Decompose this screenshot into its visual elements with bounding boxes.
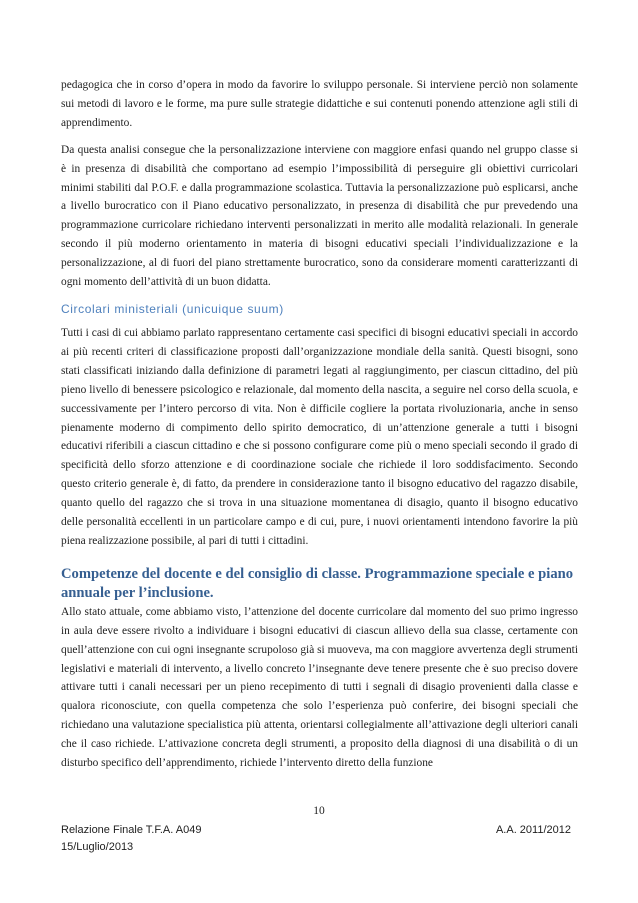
page-body [61,76,578,773]
footer-row [61,822,571,839]
section-subheading: Circolari ministeriali (unicuique suum) [61,301,284,316]
paragraph-pedagogica: pedagogica che in corso d’opera in modo da favorire lo sviluppo personale. Si interviene perciò non solamente sui metodi di lavoro e le forme, ma pure sulle strategie didattiche e sui contenuti ponendo attenzione agli stili di apprendimento. [61,79,578,129]
section-heading: Competenze del docente e del consiglio di classe. Programmazione speciale e piano annuale per l’inclusione. [61,565,574,601]
paragraph-casi: Tutti i casi di cui abbiamo parlato rappresentano certamente casi specifici di bisogni educativi speciali in accordo ai più recenti criteri di classificazione proposti dall’organizzazione mondiale della sanità. Questi bisogni, sono stati classificati iniziando dalla definizione di parametri legati al raggiungimento, per ciascun cittadino, del più pieno livello di benessere psicologico e relazionale, dal momento della nascita, a seguire nel corso della scuola, e successivamente per l’intero percorso di vita. Non è difficile cogliere la portata rivoluzionaria, anche in senso pienamente moderno di compimento dello spirito democratico, di un’attenzione generale a tutti i bisogni educativi riferibili a ciascun cittadino e che si possono configurare come più o meno speciali secondo il grado di specificità dello sforzo attenzione e di coordinazione sociale che richiede il loro soddisfacimento. Secondo questo criterio generale è, di fatto, da prendere in considerazione tanto il bisogno educativo del ragazzo disabile, quanto quello del ragazzo che si trova in una situazione momentanea di disagio, quanto il bisogno educativo delle personalità eccellenti in un particolare campo e di cui, pure, i nuovi orientamenti intendono favorire la più piena realizzazione possibile, al pari di tutti i cittadini. [61,326,578,547]
page-number: 10 [313,805,325,817]
footer-academic-year: A.A. 2011/2012 [495,824,571,836]
footer-title: Relazione Finale T.F.A. A049 [61,824,202,836]
footer-date: 15/Luglio/2013 [61,841,134,853]
page-footer [61,822,571,856]
paragraph-analisi: Da questa analisi consegue che la personalizzazione interviene con maggiore enfasi quando nel gruppo classe si è in presenza di disabilità che comportano ad esempio l’impossibilità di perseguire gli obiettivi curricolari minimi stabiliti dal P.O.F. e dalla programmazione scolastica. Tuttavia la personalizzazione può esplicarsi, anche a livello burocratico con il Piano educativo personalizzato, in presenza di disabilità che pur prevedendo una programmazione curricolare richiedano interventi personalizzati in merito alle modalità relazionali. In generale secondo il più moderno orientamento in materia di bisogni educativi speciali l’individualizzazione e la personalizzazione, al di fuori del piano strettamente burocratico, sono da considerare momenti caratterizzanti di ogni momento dell’attività di un buon didatta. [61,143,578,289]
paragraph-stato-attuale: Allo stato attuale, come abbiamo visto, l’attenzione del docente curricolare dal momento del suo primo ingresso in aula deve essere rivolto a individuare i bisogni educativi di ciascun allievo della sua classe, certamente con quell’attenzione con cui ogni insegnante scrupoloso già si muoveva, ma con maggiore avvertenza degli strumenti legislativi e materiali di intervento, a livello concreto l’insegnante deve tenere presente che è suo preciso dovere attivare tutti i canali necessari per un pieno recepimento di tutti i segnali di disagio provenienti dalla classe e qualora riconosciute, con quella competenza che solo l’esperienza può conferire, dei bisogni speciali che richiedano una valutazione specialistica più attenta, orientarsi collegialmente all’attivazione degli ulteriori canali che il caso richiede. L’attivazione concreta degli strumenti, a proposito della diagnosi di una disabilità o di un disturbo specifico dell’apprendimento, richiede l’intervento diretto della funzione [61,605,578,770]
